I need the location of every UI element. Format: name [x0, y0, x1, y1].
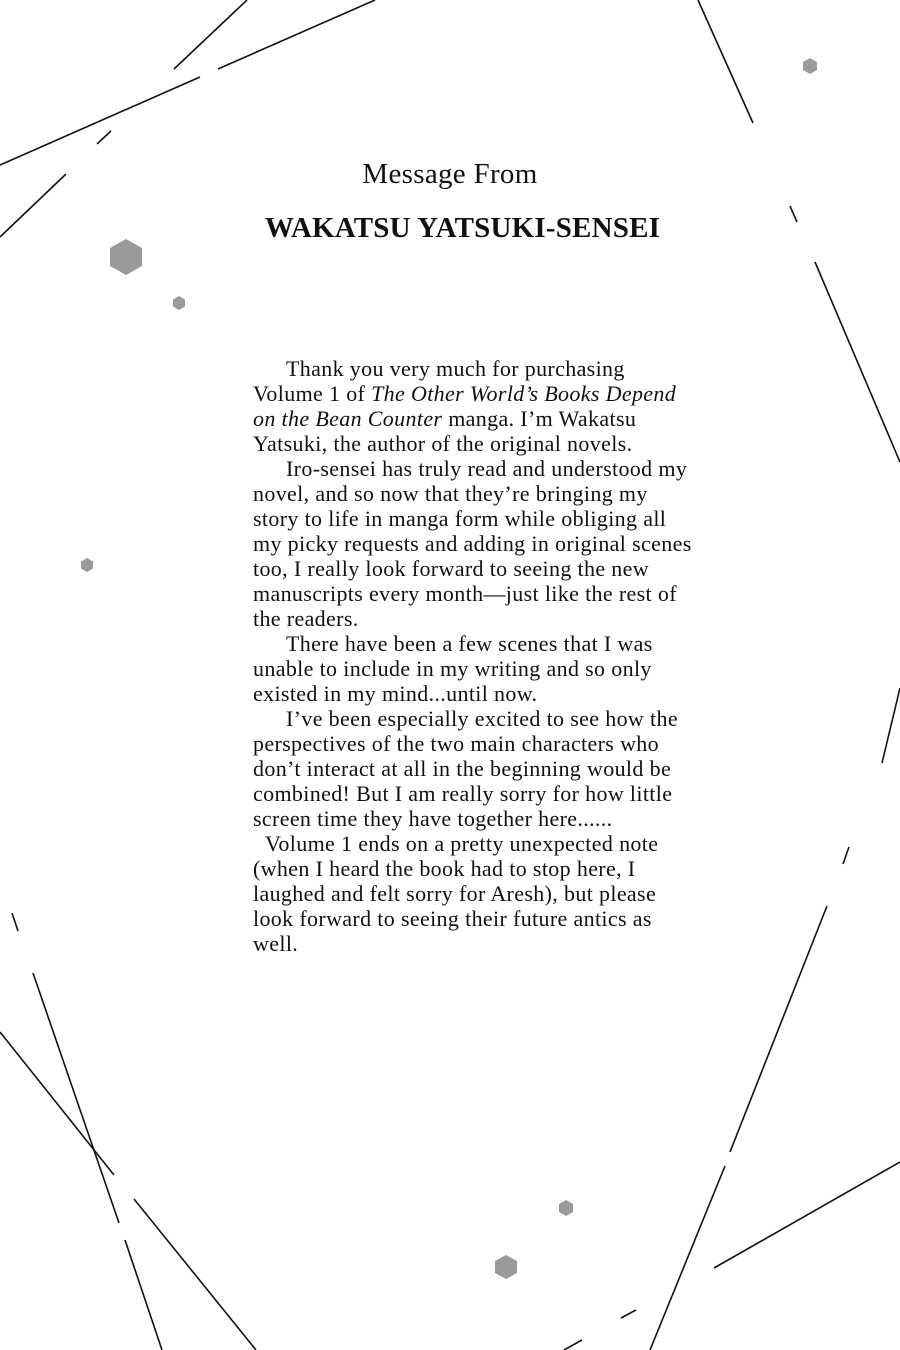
- decor-line: [564, 1340, 582, 1350]
- message-paragraph: I’ve been especially excited to see how the perspectives of the two main characters who don’t interact at all in the beginning would be combined! But I am really sorry for how little screen time they have together here......: [253, 706, 678, 831]
- decor-line: [843, 847, 849, 864]
- message-from-heading: Message From: [362, 158, 538, 190]
- message-paragraph: [253, 356, 693, 456]
- paragraph-text: manga. I’m Wakatsu Yatsuki, the author of the original novels.: [253, 406, 637, 456]
- decor-line: [650, 1166, 725, 1350]
- decor-line: [815, 262, 900, 462]
- decor-line: [882, 688, 900, 763]
- decor-line: [698, 0, 753, 123]
- decor-line: [134, 1199, 256, 1350]
- author-name-heading: WAKATSU YATSUKI-SENSEI: [264, 212, 661, 244]
- decor-hexagon: [173, 296, 185, 310]
- decor-line: [33, 973, 119, 1223]
- decor-line: [0, 77, 200, 165]
- decor-line: [97, 131, 111, 144]
- message-body: [253, 356, 693, 956]
- decor-hexagon: [81, 558, 93, 572]
- book-title: The Other World’s Books Depend on the Bean Counter: [253, 381, 677, 431]
- decor-hexagon: [559, 1200, 573, 1216]
- decor-line: [621, 1310, 636, 1318]
- paragraph-text: Thank you very much for purchasing Volume 1 of: [253, 356, 625, 406]
- decor-line: [714, 1162, 900, 1268]
- message-paragraph: There have been a few scenes that I was unable to include in my writing and so only existed in my mind...until now.: [253, 631, 653, 706]
- decor-hexagon: [803, 58, 817, 74]
- decor-hexagon: [495, 1255, 517, 1279]
- decor-line: [218, 0, 375, 69]
- message-paragraph: Volume 1 ends on a pretty unexpected note (when I heard the book had to stop here, I laughed and felt sorry for Aresh), but please look forward to seeing their future antics as well.: [253, 831, 659, 956]
- decor-line: [730, 906, 827, 1152]
- decor-line: [12, 913, 18, 931]
- decor-line: [174, 0, 247, 69]
- decor-line: [0, 1032, 114, 1175]
- message-paragraph: Iro-sensei has truly read and understood my novel, and so now that they’re bringing my story to life in manga form while obliging all my picky requests and adding in original scenes too, I really look forward to seeing the new manuscripts every month—just like the rest of the readers.: [253, 456, 692, 631]
- decor-line: [125, 1240, 162, 1350]
